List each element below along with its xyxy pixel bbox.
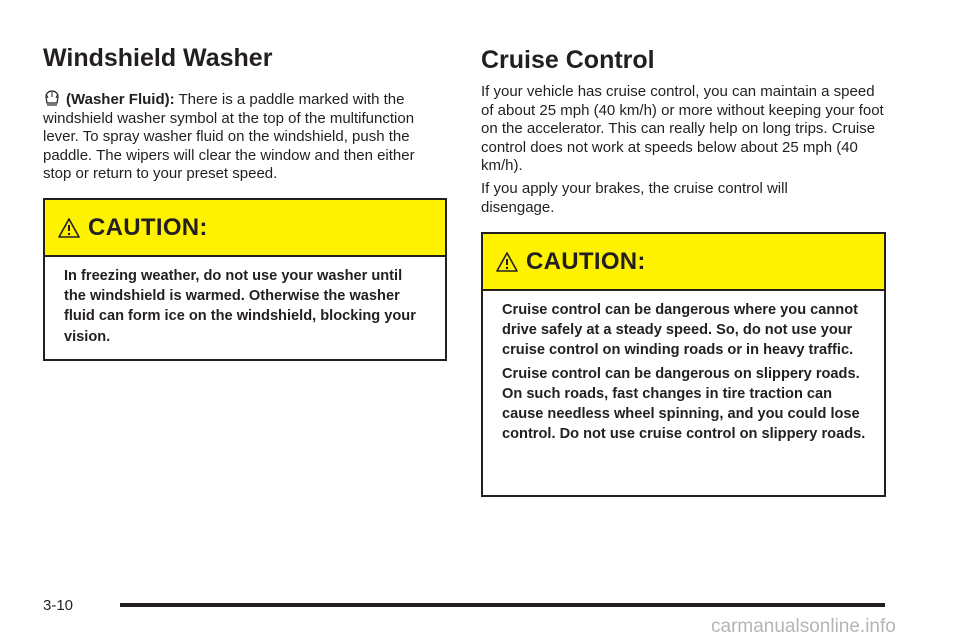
caution-paragraph: Cruise control can be dangerous on slippery roads. On such roads, fast changes in tire traction can cause needless wheel spinning, and you could lose control. Do not use cruise control on slippery roads. [502,365,866,443]
caution-paragraph: Cruise control can be dangerous where you cannot drive safely at a steady speed. So, do not use your cruise control on winding roads or in heavy traffic. [502,302,858,359]
caution-header [483,234,884,291]
section-title-windshield-washer: Windshield Washer [43,44,273,72]
caution-title: CAUTION: [88,213,208,241]
caution-box-cruise [481,232,886,497]
warning-triangle-icon [58,217,80,239]
watermark-text: carmanualsonline.info [711,616,896,637]
cruise-brakes-paragraph: If you apply your brakes, the cruise control will disengage. [481,180,788,216]
caution-body [45,257,445,347]
footer-divider [120,603,885,607]
washer-fluid-label: (Washer Fluid): [66,91,175,108]
washer-intro-text: There is a paddle marked with the windshield washer symbol at the top of the multifunction lever. To spray washer fluid on the windshield, push the paddle. The wipers will clear the window and then either stop or return to your preset speed. [43,91,415,183]
caution-body [483,291,884,444]
caution-paragraph: In freezing weather, do not use your washer until the windshield is warmed. Otherwise the washer fluid can form ice on the windshield, blocking your vision. [64,268,416,345]
section-title-cruise-control: Cruise Control [481,46,655,74]
caution-title: CAUTION: [526,247,646,275]
caution-box-washer [43,198,447,361]
washer-fluid-icon [43,89,61,107]
cruise-intro-paragraph: If your vehicle has cruise control, you can maintain a speed of about 25 mph (40 km/h) or more without keeping your foot on the accelerator. This can really help on long trips. Cruise control does not work at speeds below about 25 mph (40 km/h). [481,83,884,175]
washer-intro-paragraph [43,89,447,184]
caution-header [45,200,445,257]
warning-triangle-icon [496,251,518,273]
page-number: 3-10 [43,597,74,614]
